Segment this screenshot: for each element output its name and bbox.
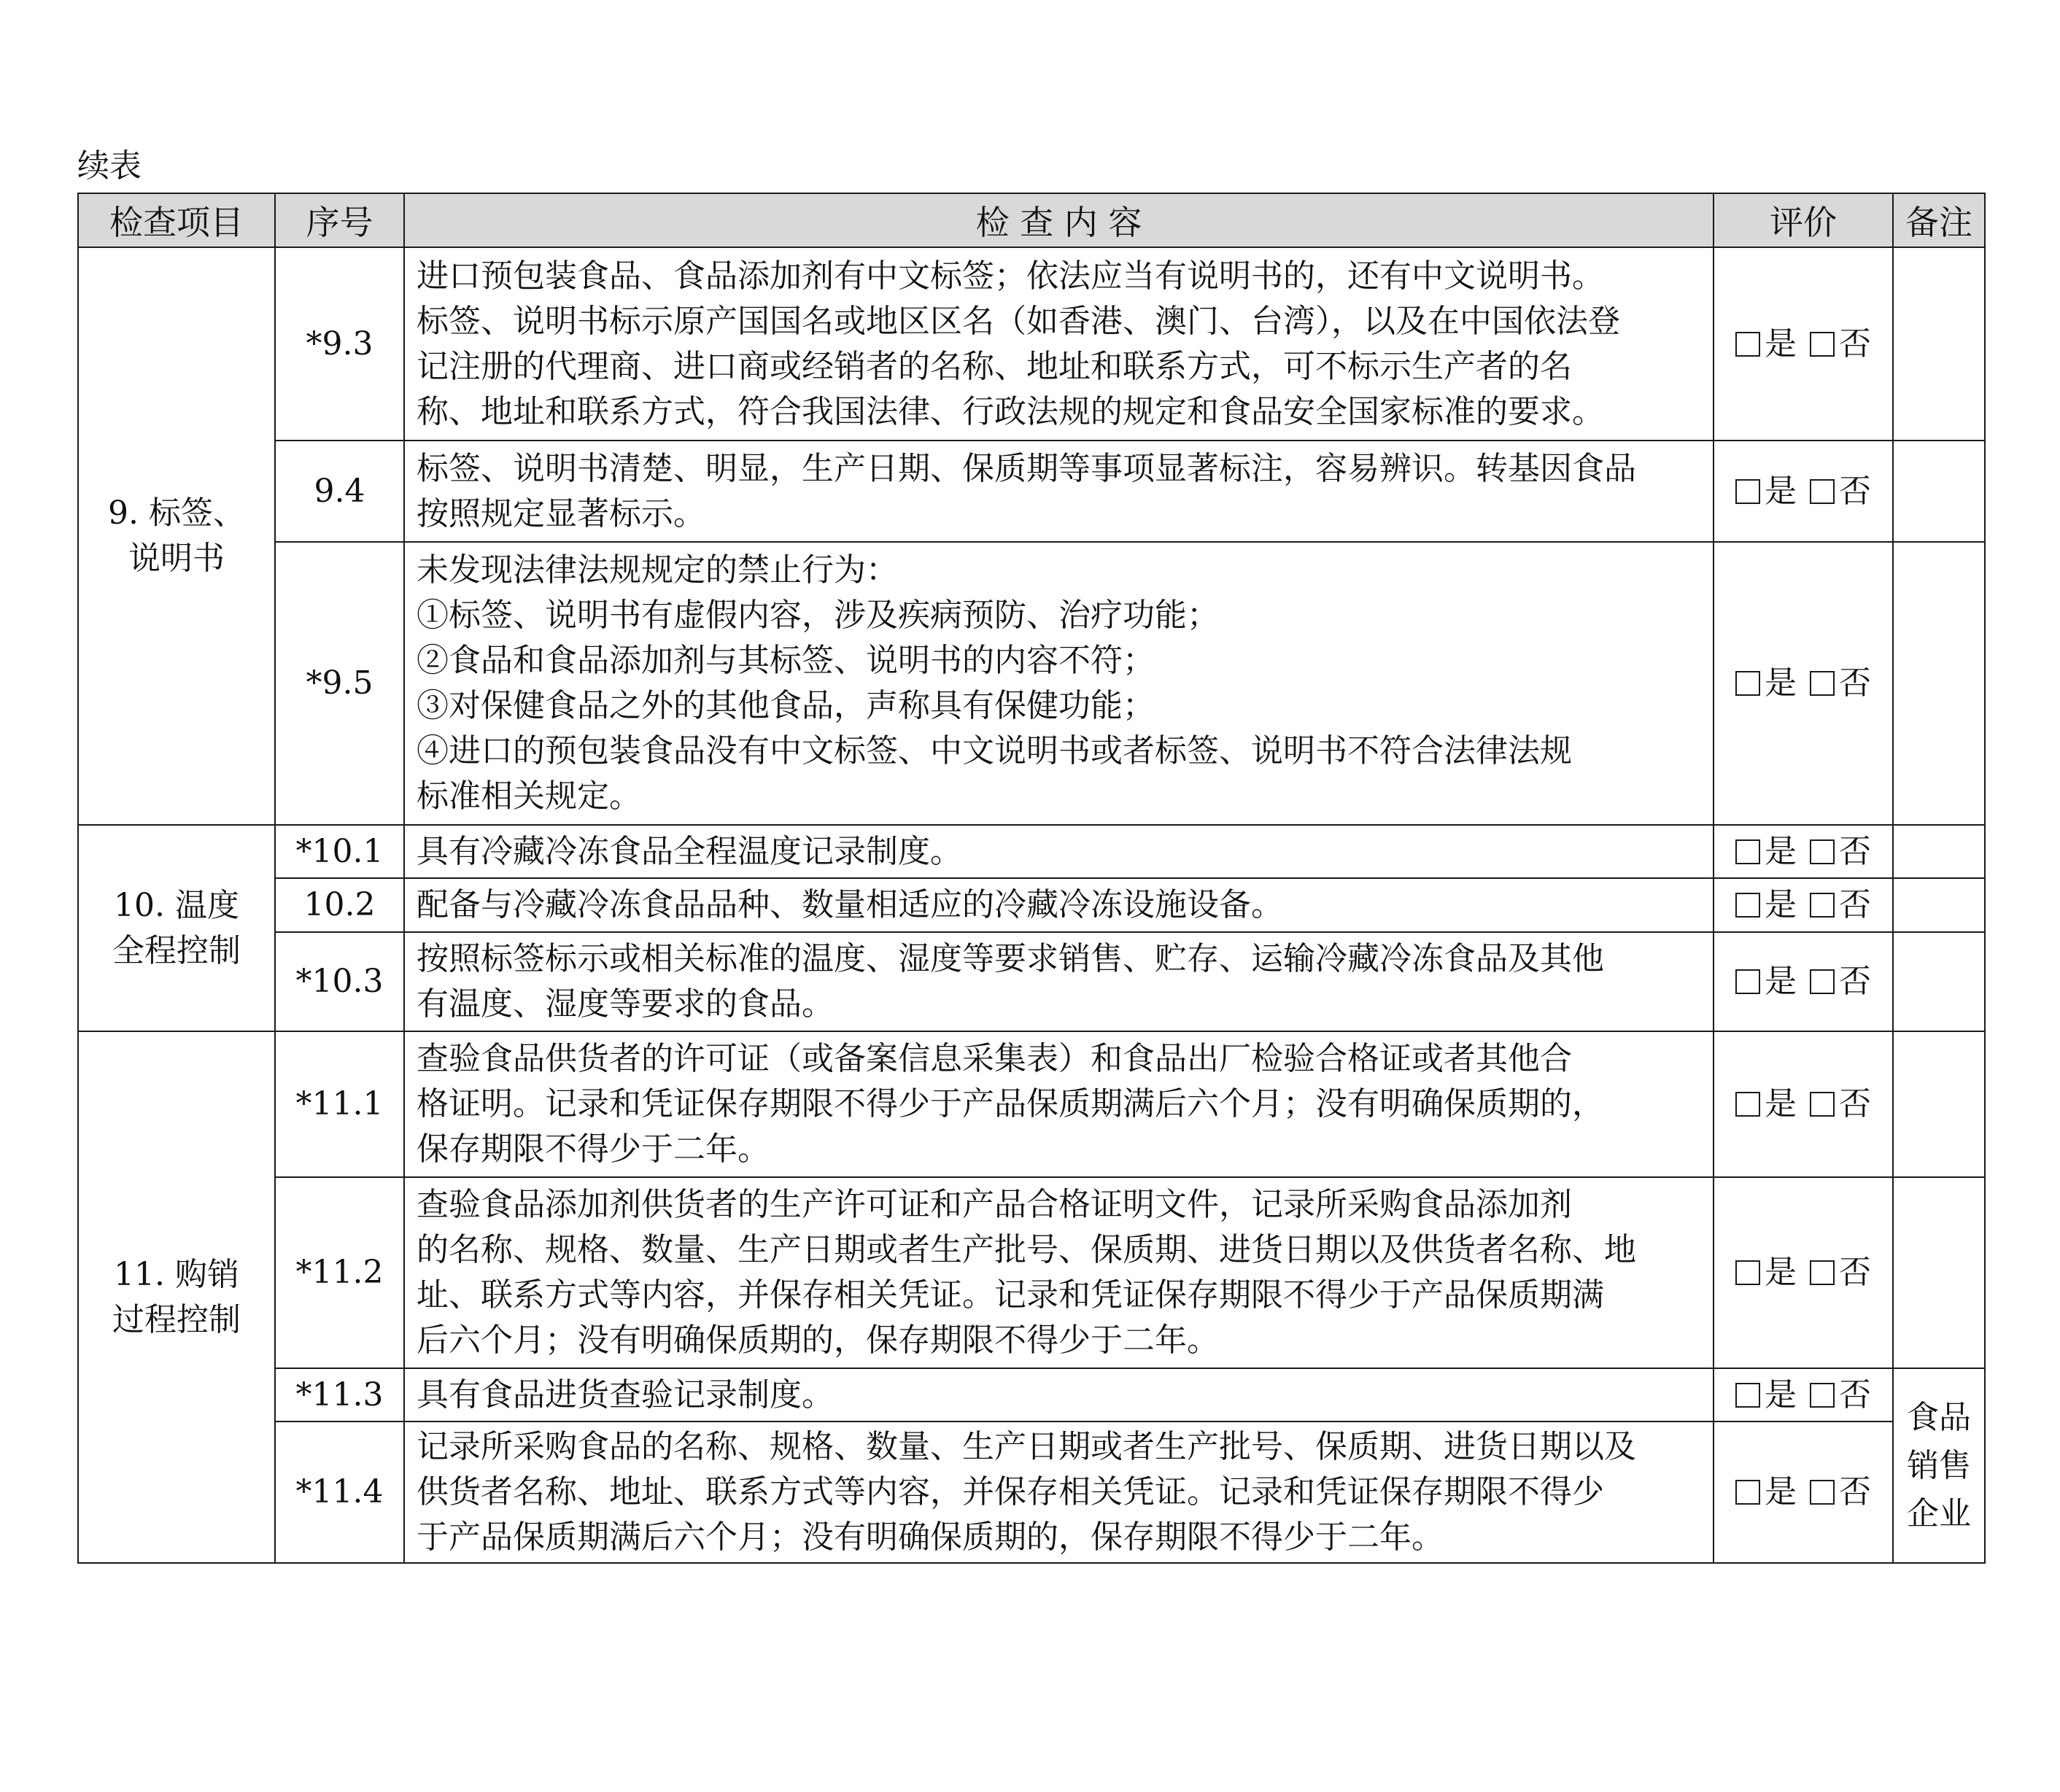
eval-option-yes[interactable]: [1735, 1373, 1797, 1418]
row-seq: *9.3: [275, 247, 404, 441]
row-content: [404, 542, 1714, 825]
content-line: 的名称、规格、数量、生产日期或者生产批号、保质期、进货日期以及供货者名称、地: [417, 1231, 1636, 1268]
eval-label-yes: 是: [1765, 1376, 1797, 1413]
table-row: [78, 1177, 1985, 1368]
yes-checkbox[interactable]: [1735, 479, 1760, 504]
no-checkbox[interactable]: [1810, 839, 1835, 864]
eval-label-no: 否: [1839, 664, 1871, 702]
no-checkbox[interactable]: [1810, 1383, 1835, 1408]
yes-checkbox[interactable]: [1735, 893, 1760, 918]
eval-option-yes[interactable]: [1735, 883, 1797, 928]
content-line: 进口预包装食品、食品添加剂有中文标签；依法应当有说明书的，还有中文说明书。: [417, 257, 1604, 295]
eval-option-no[interactable]: [1810, 469, 1871, 514]
content-line: 供货者名称、地址、联系方式等内容，并保存相关凭证。记录和凭证保存期限不得少: [417, 1473, 1604, 1510]
eval-label-yes: 是: [1765, 963, 1797, 1000]
eval-label-yes: 是: [1765, 1473, 1797, 1510]
eval-label-yes: 是: [1765, 832, 1797, 870]
header-content: 检 查 内 容: [404, 193, 1714, 247]
yes-checkbox[interactable]: [1735, 671, 1760, 696]
eval-option-no[interactable]: [1810, 322, 1871, 367]
note-cell: [1893, 441, 1985, 542]
group-label-line: 说明书: [128, 540, 225, 577]
content-line: 按照规定显著标示。: [417, 494, 705, 532]
eval-option-yes[interactable]: [1735, 1250, 1797, 1295]
group-label-line: 11. 购销: [114, 1255, 239, 1293]
yes-checkbox[interactable]: [1735, 1092, 1760, 1117]
eval-option-no[interactable]: [1810, 661, 1871, 706]
content-line: 标签、说明书标示原产国国名或地区区名（如香港、澳门、台湾），以及在中国依法登: [417, 302, 1620, 340]
eval-label-no: 否: [1839, 832, 1871, 870]
row-content: [404, 878, 1714, 932]
content-line: 标签、说明书清楚、明显，生产日期、保质期等事项显著标注，容易辨识。转基因食品: [417, 449, 1636, 487]
content-line: 具有食品进货查验记录制度。: [417, 1376, 834, 1413]
content-line: ②食品和食品添加剂与其标签、说明书的内容不符；: [417, 642, 1155, 679]
evaluation-cell: [1714, 932, 1893, 1031]
no-checkbox[interactable]: [1810, 969, 1835, 994]
eval-option-yes[interactable]: [1735, 469, 1797, 514]
eval-label-yes: 是: [1765, 325, 1797, 362]
eval-option-no[interactable]: [1810, 1470, 1871, 1515]
eval-option-no[interactable]: [1810, 1250, 1871, 1295]
note-cell: [1893, 825, 1985, 878]
table-row: [78, 1421, 1985, 1563]
header-eval: 评价: [1714, 193, 1893, 247]
no-checkbox[interactable]: [1810, 332, 1835, 357]
eval-label-no: 否: [1839, 1085, 1871, 1122]
evaluation-cell: [1714, 247, 1893, 441]
content-line: 按照标签标示或相关标准的温度、湿度等要求销售、贮存、运输冷藏冷冻食品及其他: [417, 940, 1604, 977]
eval-label-yes: 是: [1765, 472, 1797, 510]
row-seq: *9.5: [275, 542, 404, 825]
content-line: 于产品保质期满后六个月；没有明确保质期的，保存期限不得少于二年。: [417, 1518, 1444, 1556]
eval-option-yes[interactable]: [1735, 1082, 1797, 1127]
content-line: 查验食品供货者的许可证（或备案信息采集表）和食品出厂检验合格证或者其他合: [417, 1040, 1572, 1077]
eval-label-yes: 是: [1765, 1085, 1797, 1122]
group-label-11: [78, 1031, 275, 1563]
inspection-table: [77, 193, 1986, 1564]
evaluation-cell: [1714, 1421, 1893, 1563]
content-line: 查验食品添加剂供货者的生产许可证和产品合格证明文件，记录所采购食品添加剂: [417, 1186, 1572, 1223]
row-content: [404, 1368, 1714, 1421]
header-note: 备注: [1893, 193, 1985, 247]
row-seq: 9.4: [275, 441, 404, 542]
row-content: [404, 247, 1714, 441]
content-line: 后六个月；没有明确保质期的，保存期限不得少于二年。: [417, 1322, 1219, 1359]
group-label-line: 10. 温度: [114, 886, 239, 924]
note-text-line: 企业: [1907, 1494, 1971, 1532]
content-line: 格证明。记录和凭证保存期限不得少于产品保质期满后六个月；没有明确保质期的，: [417, 1085, 1604, 1122]
group-label-10: [78, 825, 275, 1031]
eval-label-no: 否: [1839, 886, 1871, 923]
table-row: [78, 542, 1985, 825]
note-cell: [1893, 932, 1985, 1031]
yes-checkbox[interactable]: [1735, 1260, 1760, 1285]
content-line: 具有冷藏冷冻食品全程温度记录制度。: [417, 832, 962, 870]
note-text-line: 销售: [1907, 1446, 1971, 1484]
note-text-line: 食品: [1907, 1398, 1971, 1436]
eval-option-no[interactable]: [1810, 1082, 1871, 1127]
table-row: [78, 1368, 1985, 1421]
evaluation-cell: [1714, 1368, 1893, 1421]
evaluation-cell: [1714, 1177, 1893, 1368]
no-checkbox[interactable]: [1810, 1092, 1835, 1117]
table-row: [78, 1031, 1985, 1177]
table-continued-label: 续表: [77, 147, 142, 185]
eval-label-no: 否: [1839, 1376, 1871, 1413]
yes-checkbox[interactable]: [1735, 839, 1760, 864]
note-cell: [1893, 1031, 1985, 1177]
row-seq: *10.3: [275, 932, 404, 1031]
row-seq: *10.1: [275, 825, 404, 878]
eval-option-yes[interactable]: [1735, 959, 1797, 1004]
group-label-line: 全程控制: [112, 931, 241, 969]
eval-option-no[interactable]: [1810, 959, 1871, 1004]
content-line: 有温度、湿度等要求的食品。: [417, 985, 834, 1023]
content-line: 保存期限不得少于二年。: [417, 1130, 770, 1168]
row-seq: 10.2: [275, 878, 404, 932]
no-checkbox[interactable]: [1810, 893, 1835, 918]
eval-label-no: 否: [1839, 963, 1871, 1000]
eval-option-no[interactable]: [1810, 829, 1871, 874]
eval-label-yes: 是: [1765, 664, 1797, 702]
eval-option-yes[interactable]: [1735, 829, 1797, 874]
table-row: [78, 932, 1985, 1031]
eval-label-no: 否: [1839, 1254, 1871, 1291]
evaluation-cell: [1714, 441, 1893, 542]
row-seq: *11.3: [275, 1368, 404, 1421]
no-checkbox[interactable]: [1810, 1260, 1835, 1285]
eval-label-yes: 是: [1765, 886, 1797, 923]
table-row: [78, 878, 1985, 932]
eval-option-yes[interactable]: [1735, 322, 1797, 367]
yes-checkbox[interactable]: [1735, 1383, 1760, 1408]
eval-option-yes[interactable]: [1735, 1470, 1797, 1515]
content-line: 标准相关规定。: [417, 777, 641, 815]
eval-label-no: 否: [1839, 325, 1871, 362]
content-line: 记录所采购食品的名称、规格、数量、生产日期或者生产批号、保质期、进货日期以及: [417, 1428, 1636, 1465]
content-line: ④进口的预包装食品没有中文标签、中文说明书或者标签、说明书不符合法律法规: [417, 732, 1572, 769]
eval-option-no[interactable]: [1810, 883, 1871, 928]
yes-checkbox[interactable]: [1735, 969, 1760, 994]
eval-label-no: 否: [1839, 472, 1871, 510]
row-content: [404, 932, 1714, 1031]
no-checkbox[interactable]: [1810, 671, 1835, 696]
group-label-9: [78, 247, 275, 825]
row-content: [404, 1177, 1714, 1368]
content-line: 称、地址和联系方式，符合我国法律、行政法规的规定和食品安全国家标准的要求。: [417, 392, 1604, 430]
table-header-row: [78, 193, 1985, 247]
table-row: [78, 825, 1985, 878]
content-line: 配备与冷藏冷冻食品品种、数量相适应的冷藏冷冻设施设备。: [417, 886, 1283, 923]
eval-option-no[interactable]: [1810, 1373, 1871, 1418]
note-cell: [1893, 878, 1985, 932]
eval-label-no: 否: [1839, 1473, 1871, 1510]
content-line: 未发现法律法规规定的禁止行为：: [417, 551, 898, 589]
group-label-line: 9. 标签、: [108, 494, 245, 532]
header-item: 检查项目: [78, 193, 275, 247]
evaluation-cell: [1714, 825, 1893, 878]
header-seq: 序号: [275, 193, 404, 247]
eval-label-yes: 是: [1765, 1254, 1797, 1291]
yes-checkbox[interactable]: [1735, 1480, 1760, 1505]
no-checkbox[interactable]: [1810, 479, 1835, 504]
no-checkbox[interactable]: [1810, 1480, 1835, 1505]
row-content: [404, 825, 1714, 878]
note-cell: [1893, 542, 1985, 825]
evaluation-cell: [1714, 878, 1893, 932]
row-content: [404, 1421, 1714, 1563]
content-line: ①标签、说明书有虚假内容，涉及疾病预防、治疗功能；: [417, 597, 1219, 634]
group-label-line: 过程控制: [112, 1300, 241, 1338]
content-line: ③对保健食品之外的其他食品，声称具有保健功能；: [417, 687, 1155, 724]
table-row: [78, 441, 1985, 542]
yes-checkbox[interactable]: [1735, 332, 1760, 357]
note-cell: [1893, 247, 1985, 441]
eval-option-yes[interactable]: [1735, 661, 1797, 706]
evaluation-cell: [1714, 542, 1893, 825]
content-line: 记注册的代理商、进口商或经销者的名称、地址和联系方式，可不标示生产者的名: [417, 347, 1572, 385]
note-cell-food-sales: [1893, 1368, 1985, 1563]
table-row: [78, 247, 1985, 441]
row-seq: *11.4: [275, 1421, 404, 1563]
note-cell: [1893, 1177, 1985, 1368]
content-line: 址、联系方式等内容，并保存相关凭证。记录和凭证保存期限不得少于产品保质期满: [417, 1276, 1604, 1314]
row-content: [404, 1031, 1714, 1177]
row-content: [404, 441, 1714, 542]
row-seq: *11.2: [275, 1177, 404, 1368]
row-seq: *11.1: [275, 1031, 404, 1177]
evaluation-cell: [1714, 1031, 1893, 1177]
